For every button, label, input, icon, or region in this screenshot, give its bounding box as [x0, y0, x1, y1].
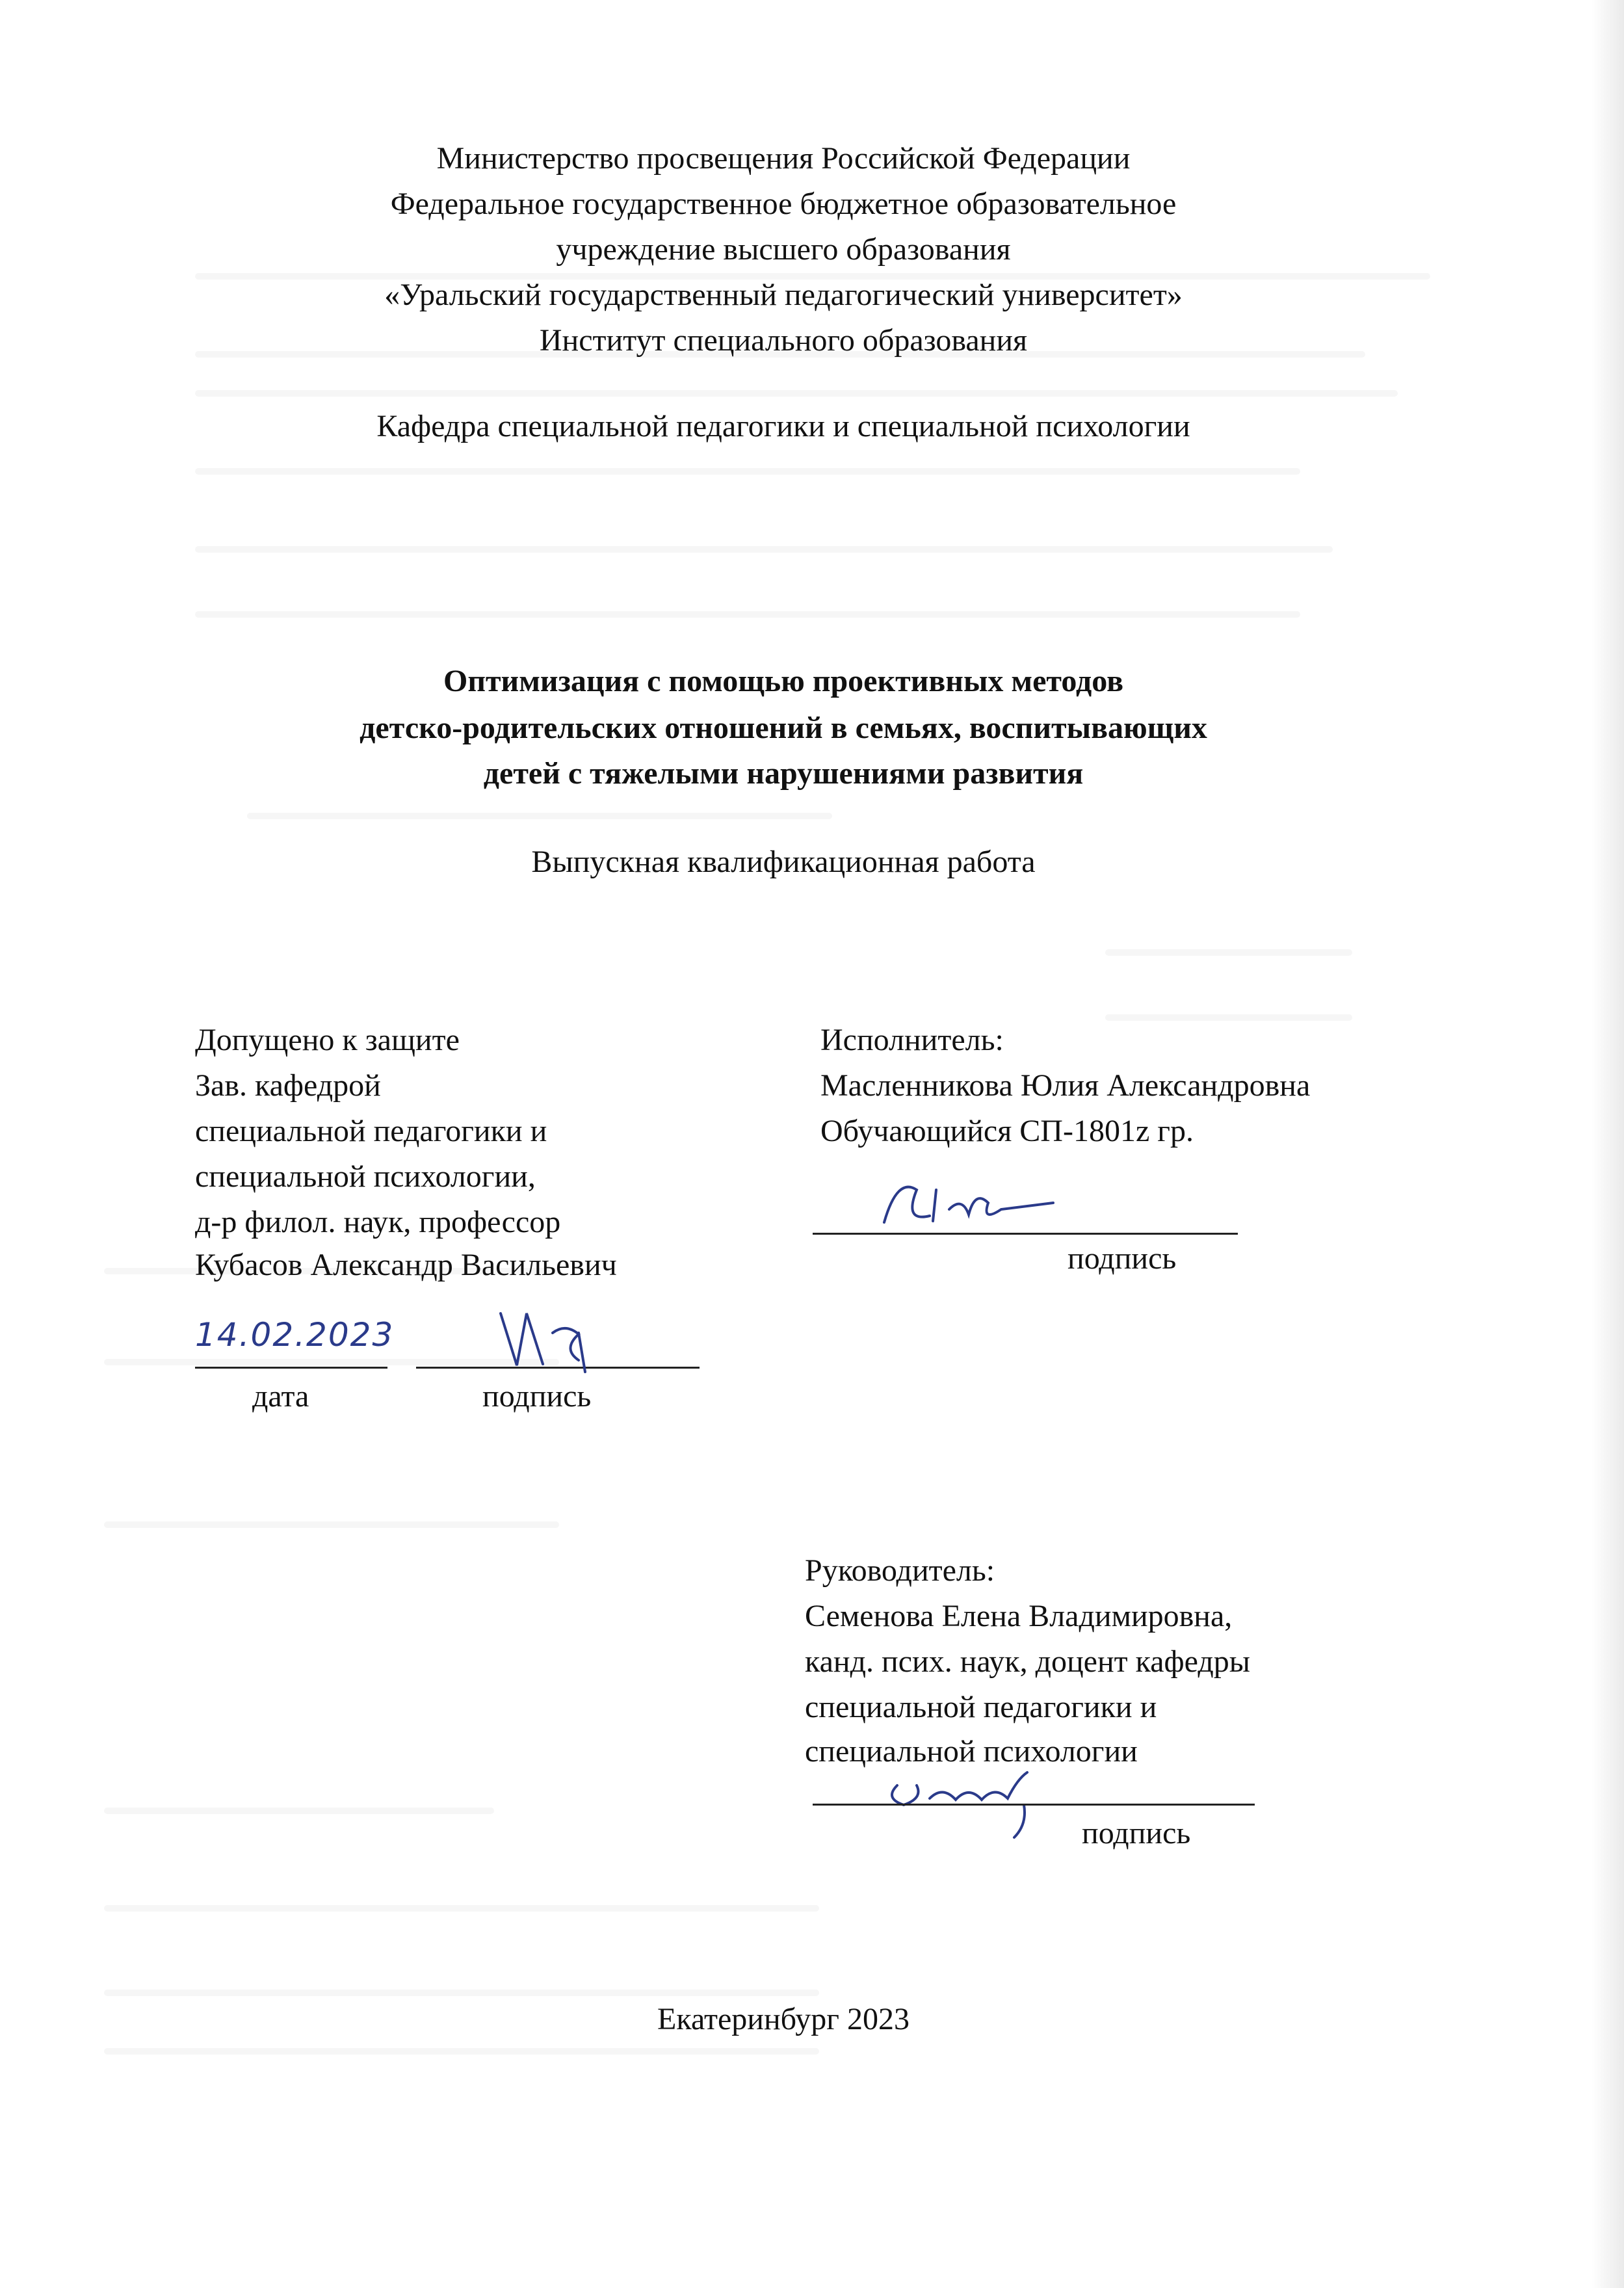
admission-head-name: Кубасов Александр Васильевич: [195, 1248, 617, 1282]
supervisor-signature-icon: [871, 1759, 1066, 1844]
thesis-title-line-1: Оптимизация с помощью проективных методов: [443, 664, 1123, 698]
admission-sign-label: подпись: [482, 1379, 592, 1414]
performer-group: Обучающийся СП-1801z гр.: [820, 1114, 1194, 1148]
supervisor-dept-1: специальной педагогики и: [805, 1690, 1157, 1724]
head-signature-icon: [481, 1287, 611, 1385]
department-name: Кафедра специальной педагогики и специальной психологии: [376, 409, 1190, 443]
thesis-title-line-3: детей с тяжелыми нарушениями развития: [483, 756, 1084, 791]
institution-level-line: учреждение высшего образования: [556, 232, 1011, 267]
performer-label: Исполнитель:: [820, 1023, 1004, 1057]
performer-signature-icon: [871, 1164, 1066, 1242]
admission-date-handwritten: 14.02.2023: [195, 1316, 395, 1354]
admission-label: Допущено к защите: [195, 1023, 460, 1057]
supervisor-dept-2: специальной психологии: [805, 1734, 1138, 1769]
university-name: «Уральский государственный педагогический университет»: [384, 278, 1183, 312]
admission-role: Зав. кафедрой: [195, 1068, 381, 1103]
performer-signature-line: [813, 1233, 1238, 1235]
supervisor-name: Семенова Елена Владимировна,: [805, 1599, 1233, 1633]
institute-name: Институт специального образования: [539, 323, 1028, 358]
admission-dept-2: специальной психологии,: [195, 1159, 536, 1194]
institution-type-line: Федеральное государственное бюджетное образовательное: [390, 187, 1177, 221]
work-type: Выпускная квалификационная работа: [531, 845, 1036, 879]
admission-dept-1: специальной педагогики и: [195, 1114, 547, 1148]
supervisor-label: Руководитель:: [805, 1553, 995, 1588]
supervisor-degree: канд. псих. наук, доцент кафедры: [805, 1644, 1250, 1679]
city-year: Екатеринбург 2023: [657, 2002, 910, 2036]
ministry-line: Министерство просвещения Российской Федерации: [436, 141, 1131, 176]
admission-date-label: дата: [252, 1379, 309, 1414]
supervisor-signature-line: [813, 1804, 1255, 1806]
performer-name: Масленникова Юлия Александровна: [820, 1068, 1311, 1103]
admission-degree: д-р филол. наук, профессор: [195, 1205, 561, 1239]
thesis-title-line-2: детско-родительских отношений в семьях, воспитывающих: [360, 711, 1207, 745]
performer-sign-label: подпись: [1067, 1241, 1177, 1276]
supervisor-sign-label: подпись: [1082, 1816, 1191, 1850]
admission-date-line: [195, 1367, 387, 1369]
scan-edge-shadow: [1591, 0, 1624, 2288]
